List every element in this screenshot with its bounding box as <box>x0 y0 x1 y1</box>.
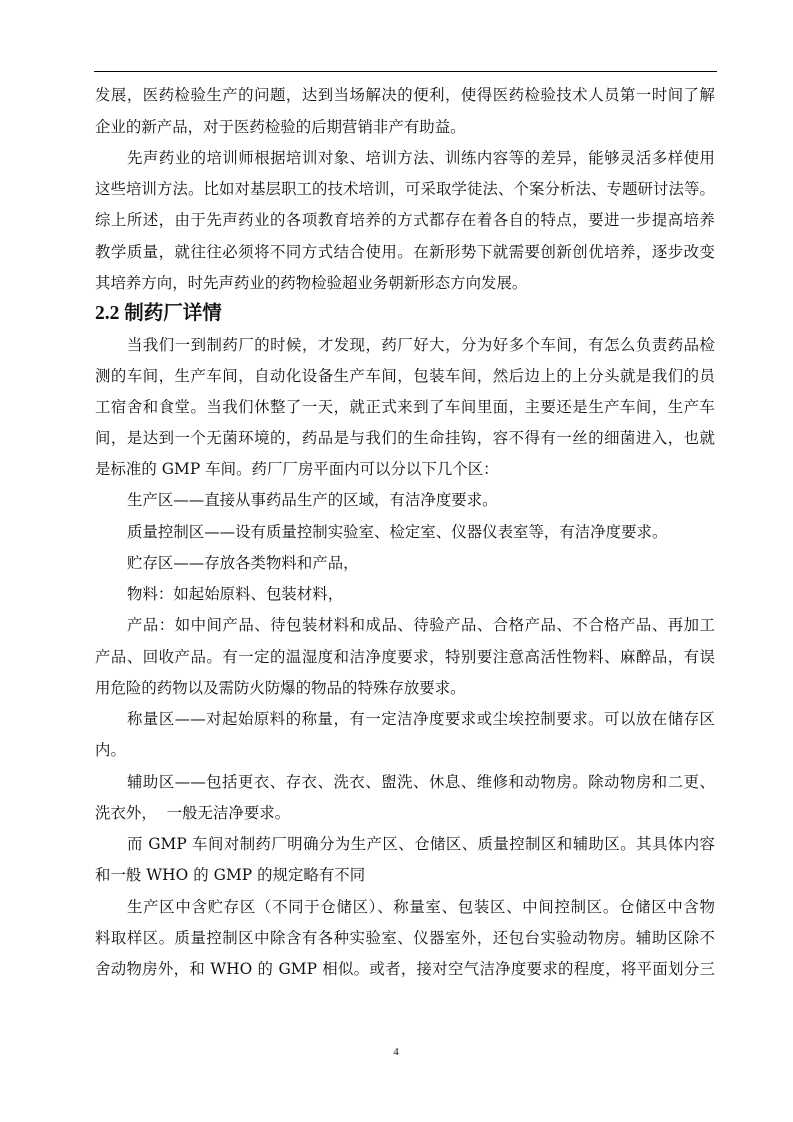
paragraph-first-line: 而 GMP 车间对制药厂明确分为生产区、仓储区、质量控制区和辅助区。其具体内容 <box>127 835 715 853</box>
text-line: 间，是达到一个无菌环境的，药品是与我们的生命挂钩，容不得有一丝的细菌进入，也就 <box>95 429 715 447</box>
text-line: 测的车间，生产车间，自动化设备生产车间，包装车间，然后边上的上分头就是我们的员 <box>95 367 715 385</box>
text-line: 和一般 WHO 的 GMP 的规定略有不同 <box>95 866 366 884</box>
paragraph-first-line: 产品：如中间产品、待包装材料和成品、待验产品、合格产品、不合格产品、再加工 <box>127 616 715 634</box>
paragraph-first-line: 贮存区——存放各类物料和产品， <box>127 554 359 572</box>
text-line: 企业的新产品，对于医药检验的后期营销非产有助益。 <box>95 118 466 136</box>
text-line: 是标准的 GMP 车间。药厂厂房平面内可以分以下几个区： <box>95 460 499 478</box>
paragraph-first-line: 辅助区——包括更衣、存衣、洗衣、盥洗、休息、维修和动物房。除动物房和二更、 <box>127 773 715 791</box>
paragraph-first-line: 生产区——直接从事药品生产的区域，有洁净度要求。 <box>127 491 498 509</box>
paragraph-first-line: 物料：如起始原料、包装材料， <box>127 585 344 603</box>
text-line: 料取样区。质量控制区中除含有各种实验室、仪器室外，还包台实验动物房。辅助区除不 <box>95 929 715 947</box>
header-rule <box>94 71 717 72</box>
paragraph-first-line: 先声药业的培训师根据培训对象、培训方法、训练内容等的差异，能够灵活多样使用 <box>127 149 715 167</box>
text-line: 这些培训方法。比如对基层职工的技术培训，可采取学徒法、个案分析法、专题研讨法等。 <box>95 180 715 198</box>
text-line: 内。 <box>95 741 126 759</box>
text-line: 综上所述，由于先声药业的各项教育培养的方式都存在着各自的特点，要进一步提高培养 <box>95 211 715 229</box>
text-line: 其培养方向，时先声药业的药物检验超业务朝新形态方向发展。 <box>95 274 528 292</box>
text-line: 舍动物房外，和 WHO 的 GMP 相似。或者，接对空气洁净度要求的程度，将平面划分三 <box>95 960 715 978</box>
page-number: 4 <box>393 1046 399 1058</box>
paragraph-first-line: 当我们一到制药厂的时候，才发现，药厂好大，分为好多个车间，有怎么负责药品检 <box>127 336 715 354</box>
paragraph-first-line: 质量控制区——设有质量控制实验室、检定室、仪器仪表室等，有洁净度要求。 <box>127 523 668 541</box>
text-line: 教学质量，就往往必须将不同方式结合使用。在新形势下就需要创新创优培养，逐步改变 <box>95 243 715 261</box>
paragraph-first-line: 称量区——对起始原料的称量，有一定洁净度要求或尘埃控制要求。可以放在储存区 <box>127 710 715 728</box>
text-line: 工宿舍和食堂。当我们休整了一天，就正式来到了车间里面，主要还是生产车间，生产车 <box>95 398 715 416</box>
text-line: 发展，医药检验生产的问题，达到当场解决的便利，使得医药检验技术人员第一时间了解 <box>95 86 715 104</box>
text-line: 产品、回收产品。有一定的温湿度和洁净度要求，特别要注意高活性物料、麻醉品，有误 <box>95 648 715 666</box>
text-line: 用危险的药物以及需防火防爆的物品的特殊存放要求。 <box>95 679 466 697</box>
section-heading: 2.2 制药厂详情 <box>95 303 222 324</box>
paragraph-first-line: 生产区中含贮存区（不同于仓储区）、称量室、包装区、中间控制区。仓储区中含物 <box>127 898 715 916</box>
text-line: 洗衣外， 一般无洁净要求。 <box>95 804 291 822</box>
